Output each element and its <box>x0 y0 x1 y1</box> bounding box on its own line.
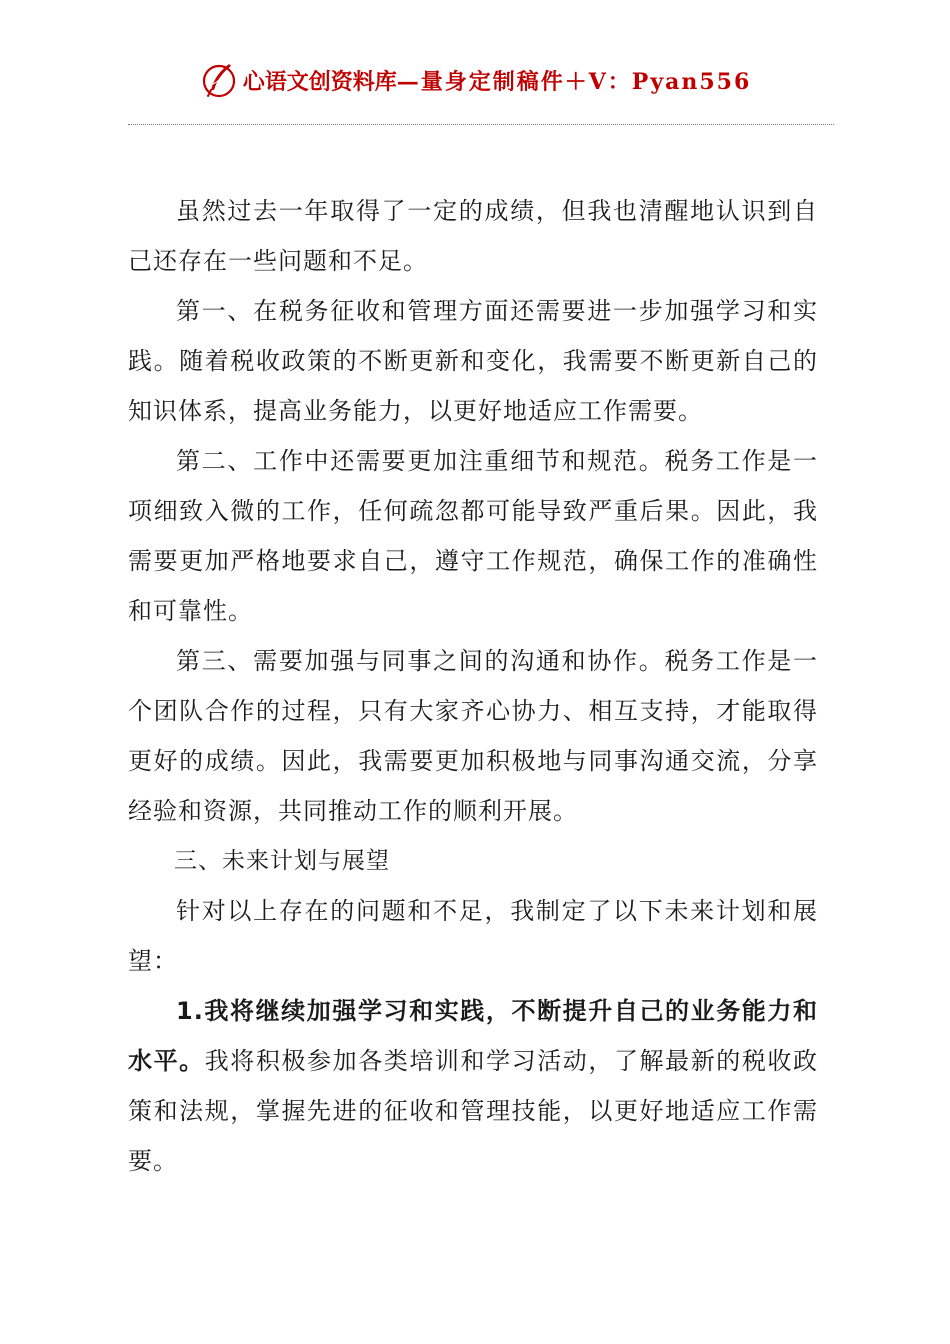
brand-tagline: —量身定制稿件＋V：Pyan556 <box>396 68 752 95</box>
plan-item-1-body: 我将积极参加各类培训和学习活动，了解最新的税收政策和法规，掌握先进的征收和管理技能，以更好地适应工作需要。 <box>128 1047 819 1175</box>
brand-name: 心语文创资料库 <box>242 68 397 95</box>
page-header <box>0 58 950 102</box>
header-brand <box>243 65 752 96</box>
paragraph-third: 第三、需要加强与同事之间的沟通和协作。税务工作是一个团队合作的过程，只有大家齐心协力、相互支持，才能取得更好的成绩。因此，我需要更加积极地与同事沟通交流，分享经验和资源，共同推动工作的顺利开展。 <box>128 647 818 825</box>
section-heading: 三、未来计划与展望 <box>174 848 390 874</box>
header-divider <box>128 124 834 125</box>
paragraph-plan-intro: 针对以上存在的问题和不足，我制定了以下未来计划和展望： <box>128 897 818 975</box>
paragraph-second: 第二、工作中还需要更加注重细节和规范。税务工作是一项细致入微的工作，任何疏忽都可能导致严重后果。因此，我需要更加严格地要求自己，遵守工作规范，确保工作的准确性和可靠性。 <box>128 447 818 625</box>
paragraph-intro: 虽然过去一年取得了一定的成绩，但我也清醒地认识到自己还存在一些问题和不足。 <box>128 197 818 275</box>
plan-item-1-title: 1.我将继续加强学习和实践，不断提升自己的业务能力和水平。 <box>128 997 818 1075</box>
quill-logo-icon <box>199 60 239 100</box>
plan-item-1 <box>128 986 818 1186</box>
document-body <box>128 186 818 1186</box>
paragraph-first: 第一、在税务征收和管理方面还需要进一步加强学习和实践。随着税收政策的不断更新和变化，我需要不断更新自己的知识体系，提高业务能力，以更好地适应工作需要。 <box>128 297 818 425</box>
